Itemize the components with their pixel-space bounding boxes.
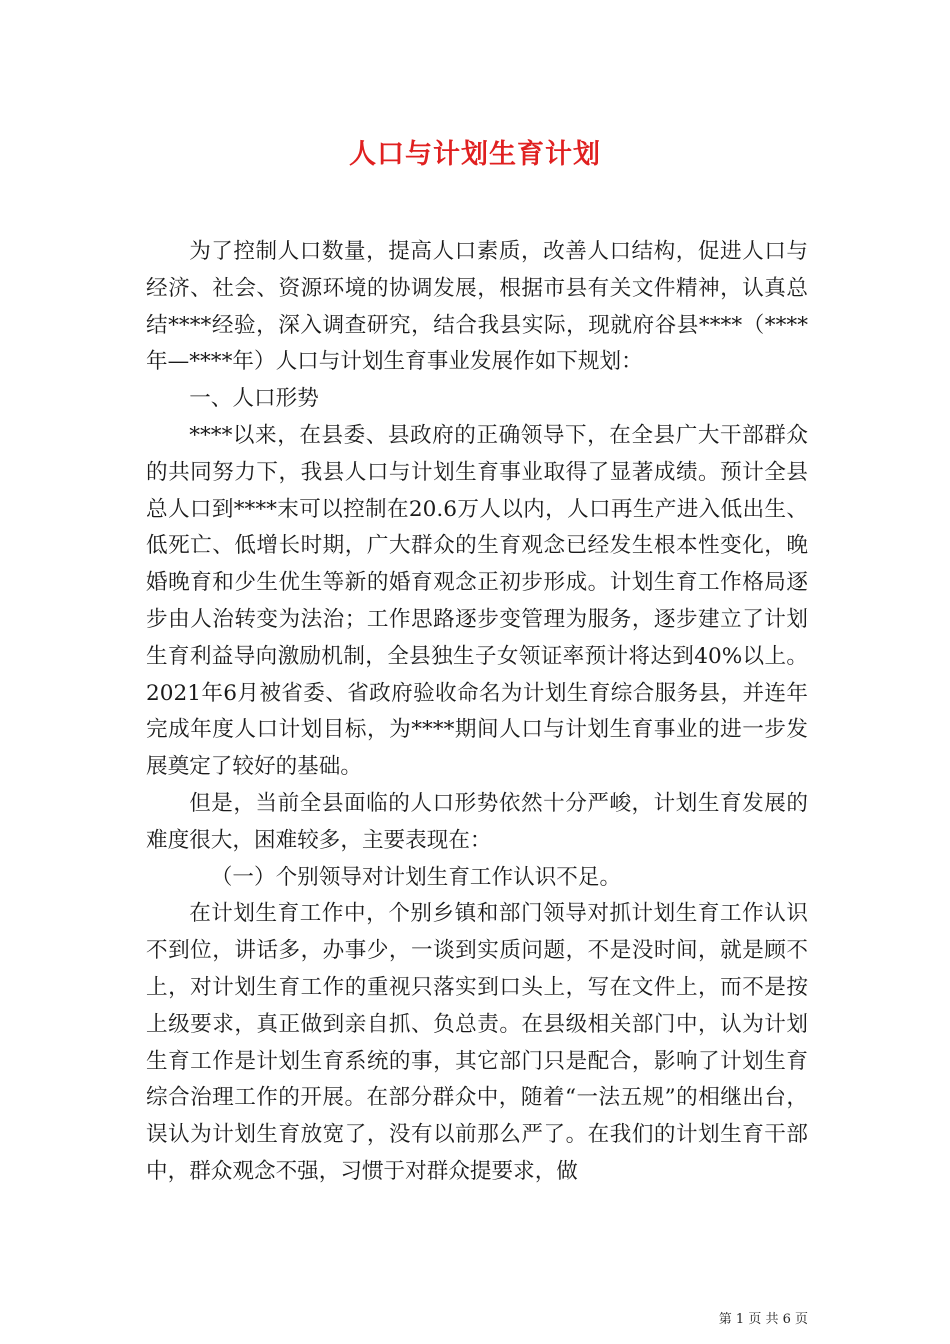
document-body <box>146 234 808 1191</box>
document-title: 人口与计划生育计划 <box>349 139 601 170</box>
subsection-heading-1: （一）个别领导对计划生育工作认识不足。 <box>210 864 622 890</box>
paragraph-leadership: 在计划生育工作中，个别乡镇和部门领导对抓计划生育工作认识不到位，讲话多，办事少，一谈到实质问题，不是没时间，就是顾不上，对计划生育工作的重视只落实到口头上，写在文件上，而不是按上级要求，真正做到亲自抓、负总责。在县级相关部门中，认为计划生育工作是计划生育系统的事，其它部门只是配合，影响了计划生育综合治理工作的开展。在部分群众中，随着“一法五规”的相继出台，误认为计划生育放宽了，没有以前那么严了。在我们的计划生育干部中，群众观念不强，习惯于对群众提要求，做 <box>146 901 808 1184</box>
paragraph-challenges: 但是，当前全县面临的人口形势依然十分严峻，计划生育发展的难度很大，困难较多，主要表现在： <box>146 790 808 853</box>
paragraph-intro: 为了控制人口数量，提高人口素质，改善人口结构，促进人口与经济、社会、资源环境的协调发展，根据市县有关文件精神，认真总结****经验，深入调查研究，结合我县实际，现就府谷县****（****年—****年）人口与计划生育事业发展作如下规划： <box>146 239 808 375</box>
section-heading-population: 一、人口形势 <box>189 386 319 412</box>
paragraph-achievements: ****以来，在县委、县政府的正确领导下，在全县广大干部群众的共同努力下，我县人口与计划生育事业取得了显著成绩。预计全县总人口到****末可以控制在20.6万人以内，人口再生产进入低出生、低死亡、低增长时期，广大群众的生育观念已经发生根本性变化，晚婚晚育和少生优生等新的婚育观念正初步形成。计划生育工作格局逐步由人治转变为法治；工作思路逐步变管理为服务，逐步建立了计划生育利益导向激励机制，全县独生子女领证率预计将达到40%以上。2021年6月被省委、省政府验收命名为计划生育综合服务县，并连年完成年度人口计划目标，为****期间人口与计划生育事业的进一步发展奠定了较好的基础。 <box>146 422 808 780</box>
page-number: 第 1 页 共 6 页 <box>718 1312 808 1327</box>
